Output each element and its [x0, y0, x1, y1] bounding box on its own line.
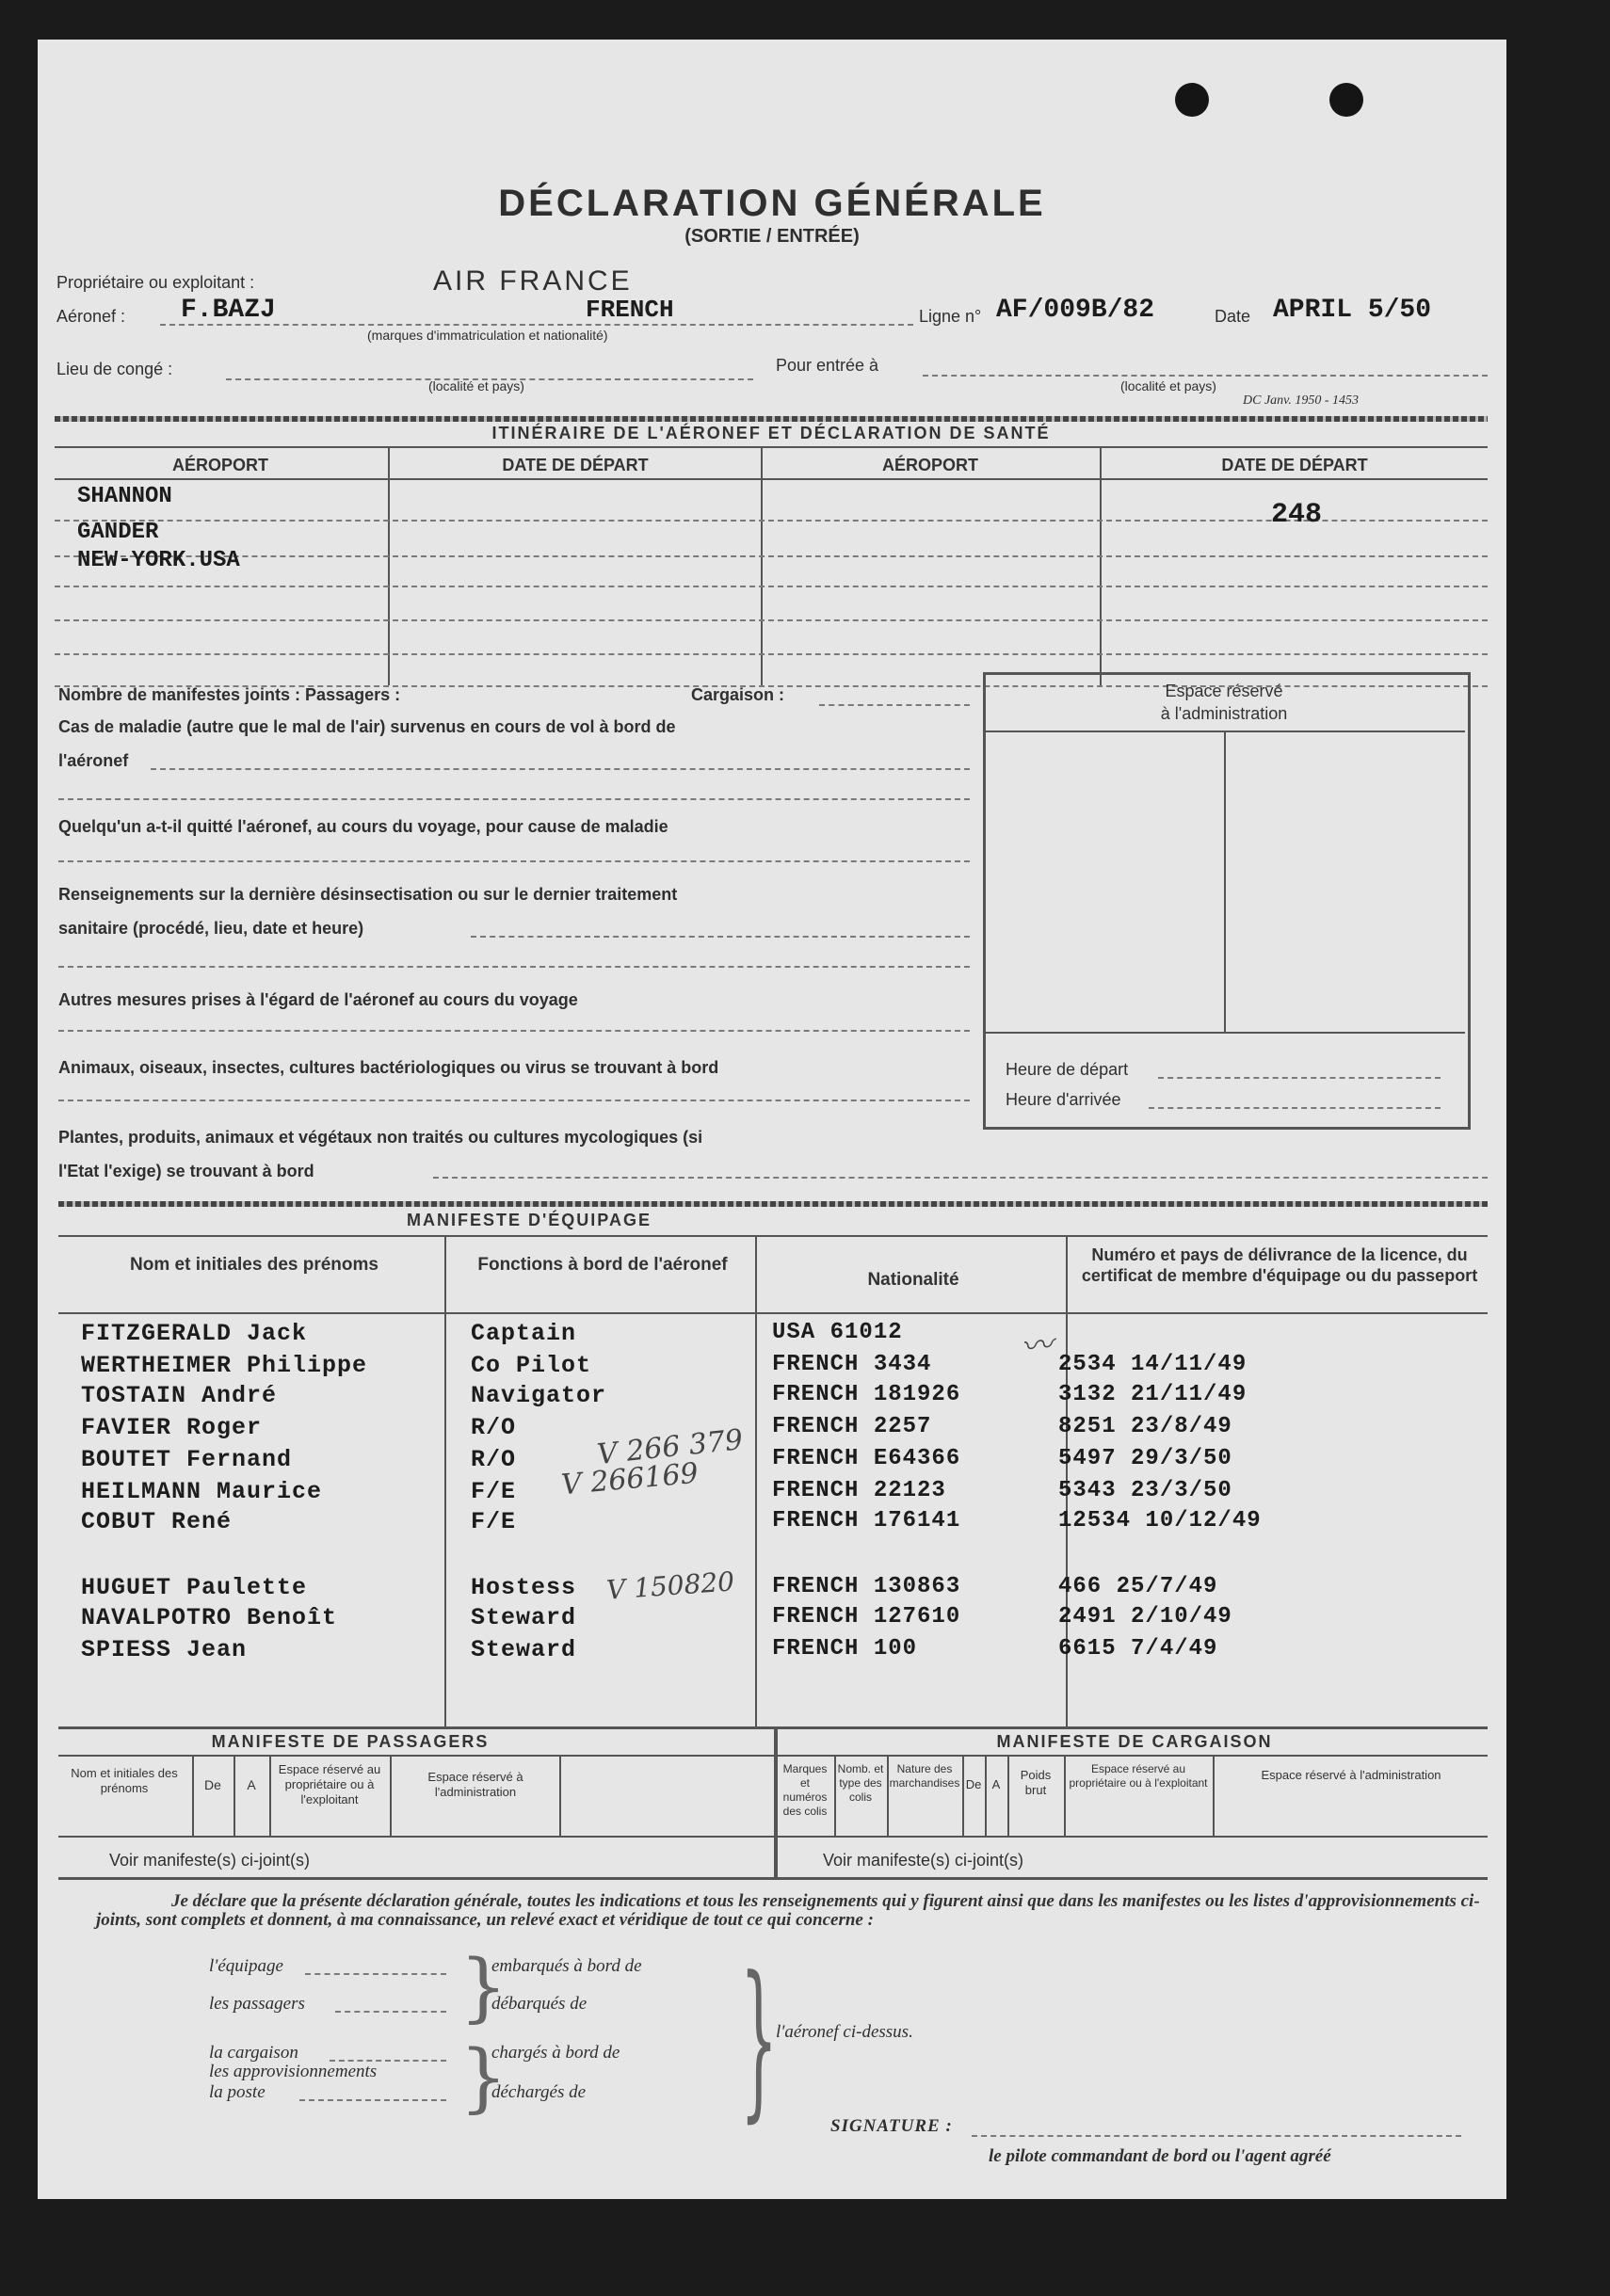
crew-function: Captain: [471, 1320, 577, 1347]
col-passenger-owner: Espace réservé au propriétaire ou à l'exploitant: [278, 1762, 381, 1806]
decl-supplies: les approvisionnements: [209, 2062, 378, 2081]
table-rule: [390, 1755, 392, 1836]
crew-name: HEILMANN Maurice: [81, 1478, 323, 1505]
passengers-title: MANIFESTE DE PASSAGERS: [211, 1732, 490, 1751]
passengers-see-attached: Voir manifeste(s) ci-joint(s): [109, 1851, 311, 1870]
field-line: [819, 704, 970, 706]
table-rule: [761, 446, 763, 685]
plants-label-2: l'Etat l'exige) se trouvant à bord: [58, 1162, 314, 1180]
itinerary-title: ITINÉRAIRE DE L'AÉRONEF ET DÉCLARATION DE SANTÉ: [491, 424, 1051, 442]
field-line: [58, 860, 970, 862]
crew-name: WERTHEIMER Philippe: [81, 1352, 368, 1379]
col-airport-1: AÉROPORT: [171, 456, 268, 474]
col-passenger-name: Nom et initiales des prénoms: [71, 1766, 178, 1795]
crew-name: TOSTAIN André: [81, 1382, 278, 1409]
crew-licence: 2534 14/11/49: [1058, 1352, 1248, 1377]
aircraft-label: Aéronef :: [56, 307, 126, 326]
col-cargo-number: Nomb. et type des colis: [837, 1762, 884, 1804]
crew-function: Co Pilot: [471, 1352, 592, 1379]
table-rule: [55, 446, 1488, 448]
owner-value: AIR FRANCE: [433, 265, 633, 297]
left-aircraft-label: Quelqu'un a-t-il quitté l'aéronef, au cours du voyage, pour cause de maladie: [58, 817, 668, 836]
crew-function: F/E: [471, 1508, 517, 1535]
field-line: [433, 1177, 1488, 1179]
crew-nationality: FRENCH 127610: [772, 1604, 961, 1630]
crew-nationality: USA 61012: [772, 1320, 903, 1345]
field-line: [471, 936, 970, 938]
table-rule: [1213, 1755, 1215, 1836]
crew-title: MANIFESTE D'ÉQUIPAGE: [407, 1211, 652, 1229]
row-line: [55, 555, 1488, 557]
animals-label: Animaux, oiseaux, insectes, cultures bactériologiques ou virus se trouvant à bord: [58, 1058, 719, 1077]
table-rule: [755, 1235, 757, 1726]
crew-licence: 12534 10/12/49: [1058, 1508, 1262, 1533]
aircraft-registration: F.BAZJ: [181, 296, 276, 325]
col-crew-licence: Numéro et pays de délivrance de la licence, du certificat de membre d'équipage ou du passeport: [1081, 1245, 1478, 1285]
airport-entry: SHANNON: [77, 484, 172, 509]
table-rule: [1224, 731, 1226, 1032]
date-label: Date: [1215, 307, 1251, 326]
crew-function: R/O: [471, 1446, 517, 1473]
col-cargo-from: De: [965, 1777, 982, 1791]
crew-function: Steward: [471, 1636, 577, 1663]
crew-name: BOUTET Fernand: [81, 1446, 293, 1473]
arrival-time-label: Heure d'arrivée: [1006, 1090, 1121, 1109]
punch-hole: [1175, 83, 1209, 117]
brace: }: [740, 1941, 779, 2138]
table-rule: [58, 1877, 1488, 1880]
table-rule: [58, 1726, 1488, 1729]
crew-name: FITZGERALD Jack: [81, 1320, 308, 1347]
handwritten-signature: 〰: [1019, 1325, 1055, 1367]
form-subtitle: (SORTIE / ENTRÉE): [684, 226, 860, 247]
crew-name: NAVALPOTRO Benoît: [81, 1604, 338, 1631]
handwritten-annotation: V 266 379: [595, 1422, 745, 1472]
crew-licence: 5497 29/3/50: [1058, 1446, 1232, 1471]
table-rule: [559, 1755, 561, 1836]
itinerary-number: 248: [1271, 499, 1323, 531]
field-line: [151, 768, 970, 770]
decl-cargo: la cargaison: [209, 2043, 298, 2063]
table-rule: [55, 478, 1488, 480]
admin-title-2: à l'administration: [1160, 704, 1288, 723]
crew-function: R/O: [471, 1414, 517, 1441]
entry-note: (localité et pays): [1120, 378, 1216, 393]
crew-function: Navigator: [471, 1382, 607, 1409]
disinsection-label: Renseignements sur la dernière désinsectisation ou sur le dernier traitement: [58, 885, 678, 904]
field-line: [160, 324, 913, 326]
crew-licence: 8251 23/8/49: [1058, 1414, 1232, 1439]
col-passenger-from: De: [204, 1777, 221, 1792]
section-rule: [58, 1201, 1488, 1207]
field-line: [923, 375, 1488, 377]
col-cargo-weight: Poids brut: [1020, 1768, 1052, 1797]
owner-label: Propriétaire ou exploitant :: [56, 273, 255, 292]
plants-label: Plantes, produits, animaux et végétaux non traités ou cultures mycologiques (si: [58, 1128, 703, 1147]
airport-entry: NEW-YORK.USA: [77, 548, 240, 573]
crew-nationality: FRENCH 22123: [772, 1478, 946, 1503]
signature-line: [972, 2135, 1461, 2137]
crew-name: FAVIER Roger: [81, 1414, 263, 1441]
decl-mail: la poste: [209, 2082, 266, 2102]
crew-name: SPIESS Jean: [81, 1636, 248, 1663]
disease-label: Cas de maladie (autre que le mal de l'air) survenus en cours de vol à bord de: [58, 717, 676, 736]
crew-function: Hostess: [471, 1574, 577, 1601]
form-reference: DC Janv. 1950 - 1453: [1243, 393, 1359, 408]
field-line: [335, 2011, 446, 2013]
brace: }: [459, 1943, 507, 2031]
date-value: APRIL 5/50: [1273, 296, 1432, 325]
admin-title: Espace réservé: [1165, 682, 1283, 700]
disease-label-2: l'aéronef: [58, 751, 129, 770]
crew-licence: 2491 2/10/49: [1058, 1604, 1232, 1630]
crew-nationality: FRENCH 181926: [772, 1382, 961, 1407]
disinsection-label-2: sanitaire (procédé, lieu, date et heure): [58, 919, 364, 938]
cargo-count-label: Cargaison :: [691, 685, 785, 704]
decl-passengers: les passagers: [209, 1994, 305, 2014]
aircraft-note: (marques d'immatriculation et nationalité): [367, 328, 608, 343]
manifests-label: Nombre de manifestes joints : Passagers :: [58, 685, 401, 704]
col-passenger-admin: Espace réservé à l'administration: [427, 1770, 523, 1799]
document-page: [38, 40, 1506, 2199]
field-line: [299, 2099, 446, 2101]
field-line: [305, 1973, 446, 1975]
table-rule: [58, 1836, 774, 1838]
col-airport-2: AÉROPORT: [881, 456, 978, 474]
handwritten-annotation: V 150820: [605, 1565, 736, 1606]
crew-function: Steward: [471, 1604, 577, 1631]
line-label: Ligne n°: [919, 307, 982, 326]
crew-licence: 3132 21/11/49: [1058, 1382, 1248, 1407]
field-line: [58, 1030, 970, 1032]
airport-entry: GANDER: [77, 520, 159, 545]
table-rule: [58, 1235, 1488, 1237]
decl-embarked: embarqués à bord de: [491, 1956, 642, 1976]
crew-licence: 6615 7/4/49: [1058, 1636, 1218, 1662]
form-title: DÉCLARATION GÉNÉRALE: [498, 183, 1046, 224]
col-crew-name: Nom et initiales des prénoms: [130, 1255, 378, 1275]
table-rule: [1064, 1755, 1066, 1836]
other-measures-label: Autres mesures prises à l'égard de l'aéronef au cours du voyage: [58, 990, 578, 1009]
crew-function: F/E: [471, 1478, 517, 1505]
col-cargo-owner: Espace réservé au propriétaire ou à l'exploitant: [1069, 1762, 1208, 1790]
line-number: AF/009B/82: [996, 296, 1155, 325]
col-date-1: DATE DE DÉPART: [502, 456, 649, 474]
crew-name: HUGUET Paulette: [81, 1574, 308, 1601]
cargo-see-attached: Voir manifeste(s) ci-joint(s): [823, 1851, 1024, 1870]
table-rule: [985, 1032, 1465, 1034]
table-rule: [269, 1755, 271, 1836]
decl-crew: l'équipage: [209, 1956, 283, 1976]
signatory-label: le pilote commandant de bord ou l'agent agréé: [989, 2146, 1331, 2166]
field-line: [1158, 1077, 1441, 1079]
decl-aircraft-above: l'aéronef ci-dessus.: [776, 2022, 913, 2042]
crew-name: COBUT René: [81, 1508, 233, 1535]
crew-nationality: FRENCH E64366: [772, 1446, 961, 1471]
cargo-title: MANIFESTE DE CARGAISON: [996, 1732, 1273, 1751]
table-rule: [58, 1312, 1488, 1314]
row-line: [55, 653, 1488, 655]
handwritten-annotation: V 266169: [559, 1456, 700, 1502]
field-line: [1149, 1107, 1441, 1109]
field-line: [58, 798, 970, 800]
col-cargo-to: A: [991, 1777, 1001, 1791]
field-line: [58, 1100, 970, 1101]
crew-nationality: FRENCH 3434: [772, 1352, 932, 1377]
crew-nationality: FRENCH 176141: [772, 1508, 961, 1533]
departure-note: (localité et pays): [428, 378, 524, 393]
aircraft-nationality: FRENCH: [586, 296, 674, 324]
signature-label: SIGNATURE :: [830, 2116, 953, 2136]
departure-time-label: Heure de départ: [1006, 1060, 1129, 1079]
table-rule: [774, 1836, 1488, 1838]
col-date-2: DATE DE DÉPART: [1221, 456, 1368, 474]
decl-loaded: chargés à bord de: [491, 2043, 620, 2063]
crew-nationality: FRENCH 130863: [772, 1574, 961, 1599]
decl-disembarked: débarqués de: [491, 1994, 588, 2014]
crew-nationality: FRENCH 100: [772, 1636, 918, 1662]
entry-label: Pour entrée à: [776, 356, 879, 375]
col-crew-nationality: Nationalité: [867, 1270, 959, 1290]
row-line: [55, 619, 1488, 621]
col-cargo-marks: Marques et numéros des colis: [782, 1762, 828, 1818]
table-rule: [1100, 446, 1102, 685]
table-rule: [444, 1235, 446, 1726]
punch-hole: [1329, 83, 1363, 117]
crew-licence: 466 25/7/49: [1058, 1574, 1218, 1599]
field-line: [58, 966, 970, 968]
crew-licence: 5343 23/3/50: [1058, 1478, 1232, 1503]
table-rule: [388, 446, 390, 685]
col-cargo-admin: Espace réservé à l'administration: [1261, 1768, 1441, 1782]
departure-label: Lieu de congé :: [56, 360, 173, 378]
decl-unloaded: déchargés de: [491, 2082, 587, 2102]
col-cargo-nature: Nature des marchandises: [889, 1762, 960, 1790]
row-line: [55, 586, 1488, 587]
col-crew-function: Fonctions à bord de l'aéronef: [477, 1255, 728, 1275]
brace: }: [459, 2033, 507, 2121]
table-rule: [58, 1755, 1488, 1757]
declaration-text: Je déclare que la présente déclaration générale, toutes les indications et tous les renseignements qui y figurent ainsi que dans les manifestes ou les listes d'approvisionnements ci-joints, sont complets et donnent, à ma connaissance, un relevé exact et véridique de tout ce qui concerne :: [96, 1891, 1480, 1930]
crew-nationality: FRENCH 2257: [772, 1414, 932, 1439]
col-passenger-to: A: [247, 1777, 256, 1792]
